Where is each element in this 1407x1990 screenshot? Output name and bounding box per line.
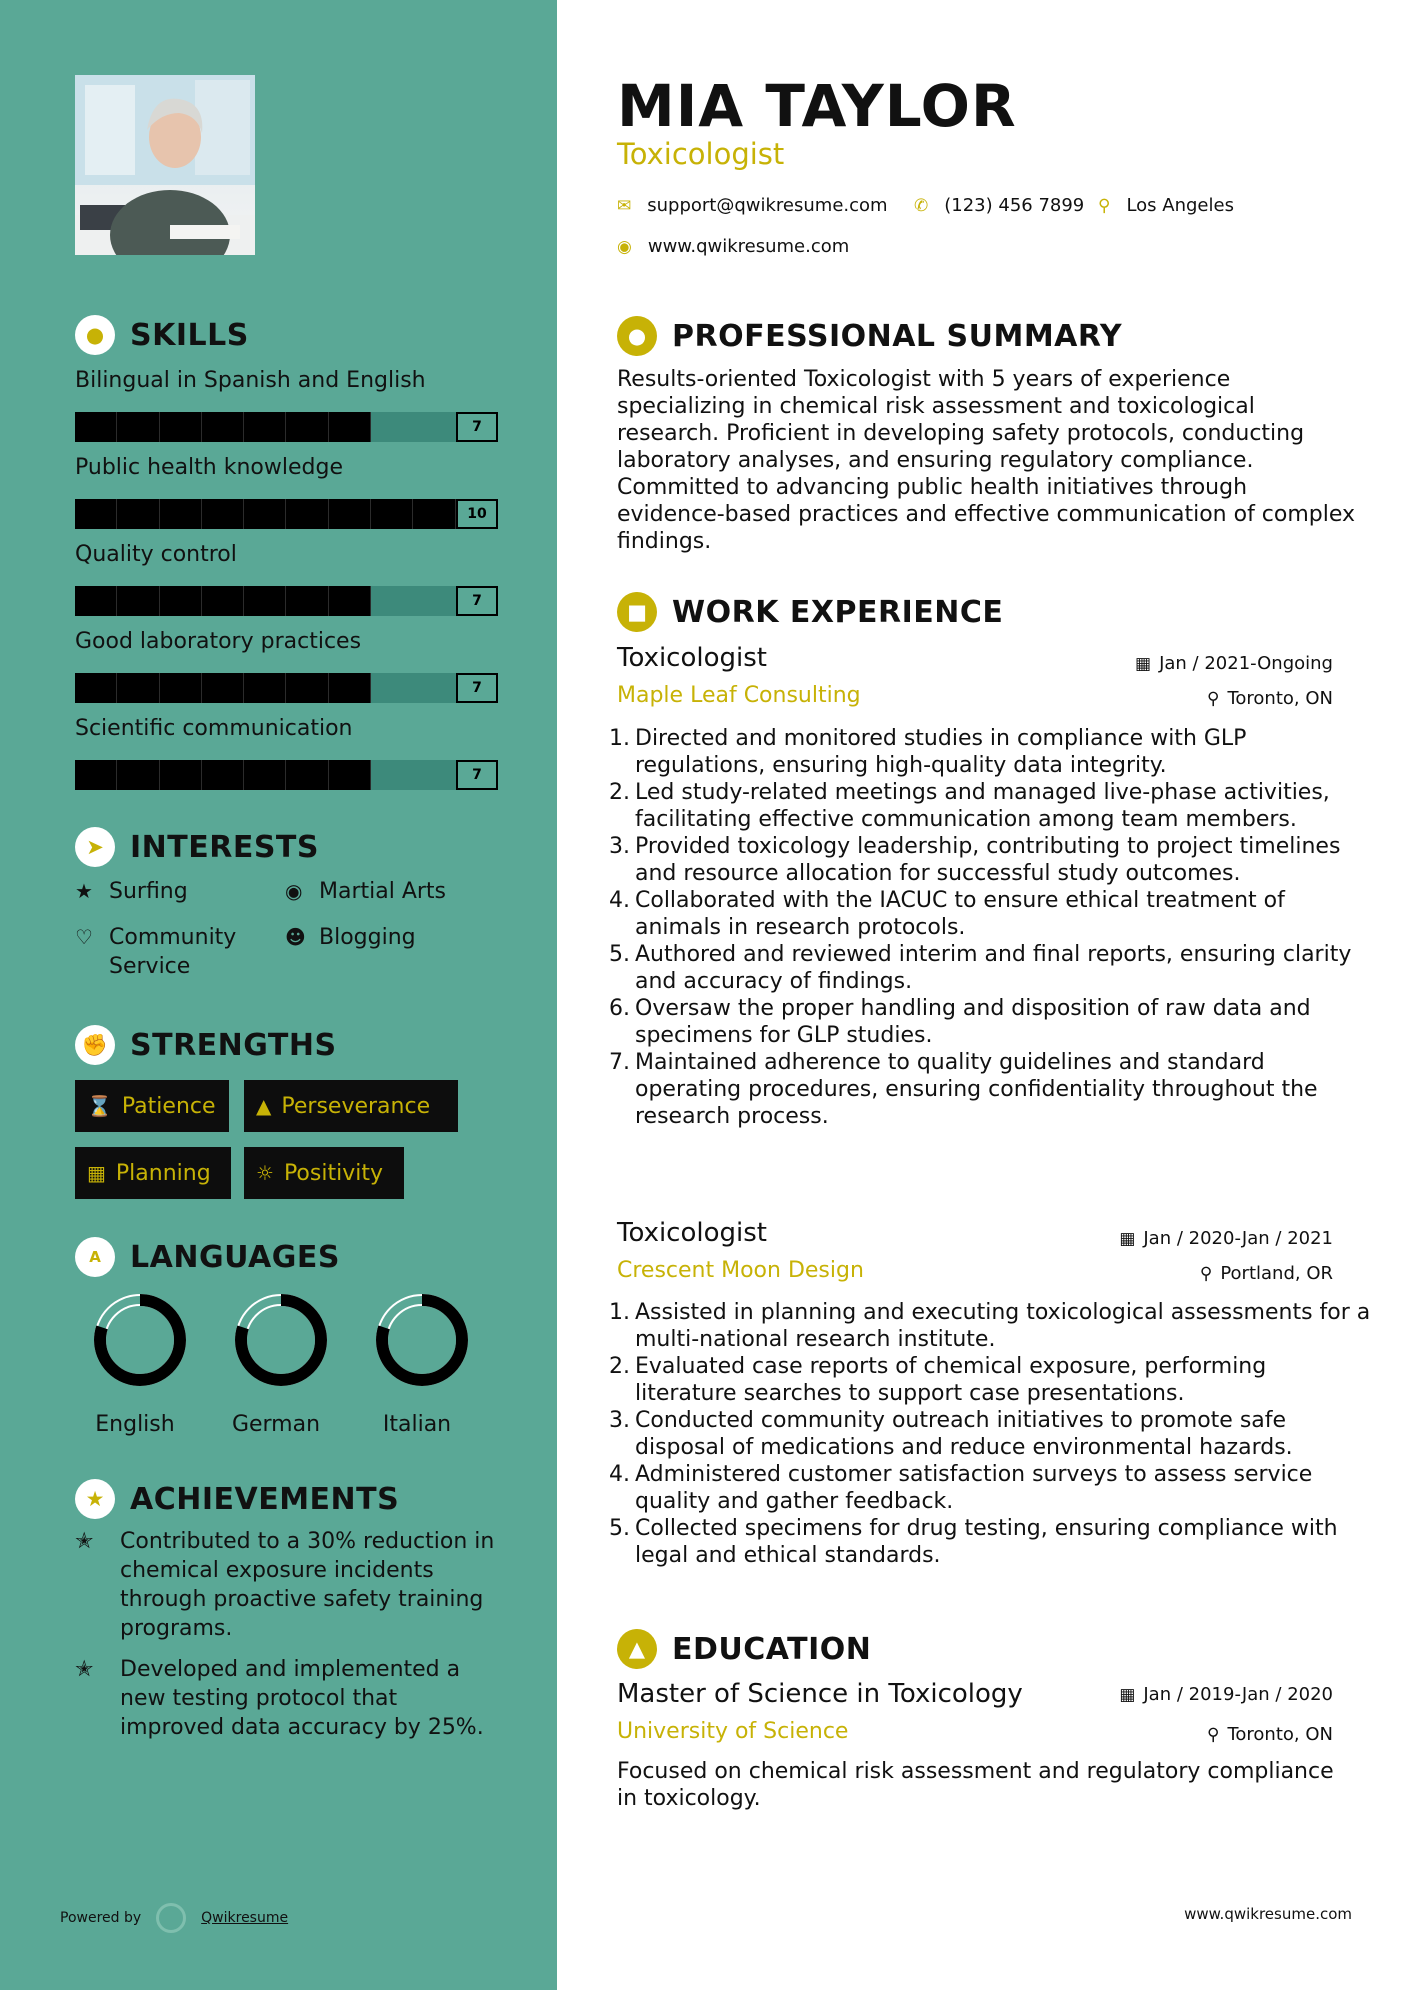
skill-bar-segment — [160, 760, 202, 790]
bullet-number: 5. — [609, 942, 630, 967]
calendar-icon: ▦ — [1135, 653, 1152, 674]
languages-title: LANGUAGES — [130, 1239, 340, 1275]
skill-bar-segment — [371, 673, 413, 703]
skill-level: 7 — [456, 760, 498, 790]
bullet-number: 4. — [609, 888, 630, 913]
achievement-item — [75, 1527, 505, 1643]
interest-label: Surfing — [109, 879, 188, 904]
language-name: English — [95, 1412, 175, 1437]
skill-bar-segment — [75, 586, 117, 616]
skill-bar-segment — [117, 760, 159, 790]
skill-item — [75, 625, 498, 703]
bullet-item — [609, 779, 1372, 833]
hourglass-icon: ⌛ — [87, 1094, 112, 1118]
interests-title: INTERESTS — [130, 829, 319, 865]
language-item — [216, 1290, 336, 1437]
skill-name: Public health knowledge — [75, 455, 343, 480]
skill-item — [75, 712, 498, 790]
languages-header — [75, 1237, 340, 1277]
skill-bar-segment — [244, 586, 286, 616]
road-icon: ▲ — [256, 1094, 272, 1118]
education-date-text: Jan / 2019-Jan / 2020 — [1143, 1684, 1333, 1705]
skill-bar-segment — [329, 412, 371, 442]
contact-website — [617, 236, 849, 257]
job-location — [1200, 1263, 1333, 1284]
education-location-text: Toronto, ON — [1227, 1724, 1333, 1745]
qwikresume-logo-icon — [156, 1903, 186, 1933]
language-name: German — [231, 1412, 321, 1437]
graduation-cap-icon: ▲ — [617, 1629, 657, 1669]
education-school: University of Science — [617, 1719, 849, 1744]
skill-bar-segment — [329, 586, 371, 616]
briefcase-icon: ■ — [617, 592, 657, 632]
skill-bar-segment — [244, 412, 286, 442]
users-icon: ☻ — [285, 925, 306, 949]
bullet-text: Administered customer satisfaction surveys to assess service quality and gather feedback. — [635, 1462, 1313, 1514]
interest-label: Martial Arts — [319, 879, 447, 904]
bullet-item — [609, 833, 1372, 887]
achievement-text: Contributed to a 30% reduction in chemical exposure incidents through proactive safety training programs. — [120, 1529, 495, 1641]
strengths-header — [75, 1025, 337, 1065]
profile-photo — [75, 75, 255, 255]
skill-bar-segment — [160, 586, 202, 616]
skill-bar-segment — [160, 673, 202, 703]
skill-item — [75, 538, 498, 616]
skill-bar-segment — [202, 586, 244, 616]
bullet-number: 7. — [609, 1050, 630, 1075]
footer-website[interactable]: www.qwikresume.com — [1184, 1905, 1352, 1923]
interest-item — [75, 877, 188, 906]
job-location-text: Portland, OR — [1220, 1263, 1333, 1284]
pin-icon: ⚲ — [1207, 688, 1220, 709]
job-title: Toxicologist — [617, 1218, 767, 1248]
education-text: Focused on chemical risk assessment and regulatory compliance in toxicology. — [617, 1759, 1334, 1811]
bullet-number: 1. — [609, 726, 630, 751]
skill-bar-segment — [160, 499, 202, 529]
globe-icon: ◉ — [285, 879, 303, 903]
powered-by — [60, 1903, 288, 1933]
phone-icon: ✆ — [914, 195, 929, 216]
bullet-text: Directed and monitored studies in compliance with GLP regulations, ensuring high-quality data integrity. — [635, 726, 1247, 778]
interest-label: Blogging — [319, 925, 416, 950]
bullet-text: Provided toxicology leadership, contributing to project timelines and resource allocation for successful study outcomes. — [635, 834, 1341, 886]
bullet-text: Led study-related meetings and managed live-phase activities, facilitating effective communication among team members. — [635, 780, 1330, 832]
interests-header — [75, 827, 319, 867]
person-name: MIA TAYLOR — [617, 72, 1017, 140]
job-bullets — [609, 1299, 1372, 1569]
summary-header — [617, 316, 1122, 356]
skill-bar-segment — [329, 499, 371, 529]
skill-bar-segment — [371, 760, 413, 790]
skill-bar-segment — [75, 499, 117, 529]
bullet-number: 2. — [609, 780, 630, 805]
skill-name: Bilingual in Spanish and English — [75, 368, 426, 393]
job-location — [1207, 688, 1333, 709]
skill-bar — [75, 586, 498, 616]
bullet-item — [609, 1353, 1372, 1407]
skill-bar-segment — [244, 673, 286, 703]
skill-bar-segment — [329, 673, 371, 703]
education-degree: Master of Science in Toxicology — [617, 1679, 1023, 1709]
trophy-icon: ★ — [75, 1479, 115, 1519]
skill-bar-segment — [371, 412, 413, 442]
education-location — [1207, 1724, 1333, 1745]
skill-bar-segment — [75, 412, 117, 442]
translate-icon: A — [75, 1237, 115, 1277]
map-marker-icon: ⚲ — [1098, 195, 1111, 216]
skill-bar-segment — [117, 412, 159, 442]
skill-level: 7 — [456, 673, 498, 703]
person-role: Toxicologist — [617, 137, 785, 171]
skills-title: SKILLS — [130, 317, 249, 353]
sun-icon: ☼ — [256, 1161, 274, 1185]
fist-icon: ✊ — [75, 1025, 115, 1065]
email-text[interactable]: support@qwikresume.com — [647, 195, 888, 216]
bullet-number: 5. — [609, 1516, 630, 1541]
skill-bar-segment — [160, 412, 202, 442]
bullet-item — [609, 1461, 1372, 1515]
bullet-number: 1. — [609, 1300, 630, 1325]
bullet-number: 4. — [609, 1462, 630, 1487]
skill-bar-segment — [286, 760, 328, 790]
skill-bar — [75, 760, 498, 790]
achievements-header — [75, 1479, 399, 1519]
location-text: Los Angeles — [1126, 195, 1234, 216]
bullet-number: 2. — [609, 1354, 630, 1379]
skill-bar-segment — [117, 586, 159, 616]
contact-email — [617, 195, 888, 216]
language-ring — [90, 1290, 190, 1390]
strength-label: Planning — [115, 1160, 211, 1186]
language-name: Italian — [382, 1412, 452, 1437]
job-location-text: Toronto, ON — [1227, 688, 1333, 709]
skill-bar-segment — [75, 673, 117, 703]
pin-icon: ⚲ — [1199, 1263, 1213, 1284]
skill-bar-segment — [75, 760, 117, 790]
job-company: Maple Leaf Consulting — [617, 683, 861, 708]
bullet-item — [609, 941, 1372, 995]
bullet-item — [609, 1299, 1372, 1353]
bullet-text: Assisted in planning and executing toxicological assessments for a multi-national research institute. — [635, 1300, 1371, 1352]
skill-name: Quality control — [75, 542, 237, 567]
strength-badge — [75, 1147, 231, 1199]
summary-text: Results-oriented Toxicologist with 5 years of experience specializing in chemical risk assessment and toxicological research. Proficient in developing safety protocols, conducting laboratory analyses, and ensuring regulatory compliance. Committed to advancing public health initiatives through evidence-based practices and effective communication of complex findings. — [617, 367, 1356, 554]
bullet-item — [609, 995, 1372, 1049]
star-icon: ★ — [75, 879, 93, 903]
lightbulb-icon: ● — [75, 315, 115, 355]
bullet-item — [609, 1049, 1372, 1130]
skill-bar — [75, 412, 498, 442]
interest-item — [75, 923, 255, 981]
language-item — [357, 1290, 477, 1437]
skill-bar-segment — [413, 673, 455, 703]
calendar-icon: ▦ — [1119, 1684, 1136, 1705]
job-title: Toxicologist — [617, 643, 767, 673]
user-icon: ● — [617, 316, 657, 356]
sidebar — [0, 0, 557, 1990]
calendar-icon: ▦ — [1119, 1228, 1136, 1249]
skill-bar-segment — [202, 673, 244, 703]
star-icon: ✭ — [75, 1529, 94, 1554]
skill-bar-segment — [244, 760, 286, 790]
skill-bar — [75, 499, 498, 529]
bullet-text: Maintained adherence to quality guidelines and standard operating procedures, ensuring confidentiality throughout the research process. — [635, 1050, 1318, 1129]
achievements-title: ACHIEVEMENTS — [130, 1481, 400, 1517]
bullet-item — [609, 725, 1372, 779]
strength-badge — [244, 1080, 458, 1132]
bullet-text: Collected specimens for drug testing, ensuring compliance with legal and ethical standards. — [635, 1516, 1338, 1568]
website-text[interactable]: www.qwikresume.com — [647, 236, 850, 257]
skill-level: 7 — [456, 586, 498, 616]
education-title: EDUCATION — [672, 1631, 872, 1667]
skill-bar-segment — [286, 499, 328, 529]
strength-label: Patience — [121, 1093, 216, 1119]
experience-header — [617, 592, 1003, 632]
interest-item — [285, 877, 446, 906]
skill-bar-segment — [202, 499, 244, 529]
skill-bar-segment — [413, 760, 455, 790]
bullet-number: 6. — [609, 996, 630, 1021]
pin-icon: ⚲ — [1207, 1724, 1220, 1745]
bullet-number: 3. — [609, 834, 630, 859]
strengths-title: STRENGTHS — [130, 1027, 337, 1063]
paper-plane-icon: ➤ — [75, 827, 115, 867]
bullet-text: Authored and reviewed interim and final reports, ensuring clarity and accuracy of findings. — [635, 942, 1352, 994]
language-item — [75, 1290, 195, 1437]
skills-header — [75, 315, 249, 355]
main-content — [557, 0, 1407, 1990]
language-ring — [372, 1290, 472, 1390]
strength-label: Perseverance — [281, 1093, 431, 1119]
job-date-text: Jan / 2020-Jan / 2021 — [1143, 1228, 1333, 1249]
star-icon: ✭ — [75, 1657, 94, 1682]
skill-bar-segment — [286, 412, 328, 442]
skill-name: Scientific communication — [75, 716, 353, 741]
bullet-number: 3. — [609, 1408, 630, 1433]
skill-bar-segment — [286, 586, 328, 616]
skill-bar-segment — [244, 499, 286, 529]
bullet-text: Conducted community outreach initiatives to promote safe disposal of medications and reduce environmental hazards. — [635, 1408, 1293, 1460]
bullet-text: Evaluated case reports of chemical exposure, performing literature searches to support case presentations. — [635, 1354, 1267, 1406]
achievement-text: Developed and implemented a new testing protocol that improved data accuracy by 25%. — [120, 1657, 484, 1740]
phone-text: (123) 456 7899 — [944, 195, 1085, 216]
skill-bar-segment — [413, 499, 455, 529]
bullet-item — [609, 1407, 1372, 1461]
skill-level: 7 — [456, 412, 498, 442]
job-date — [1135, 653, 1333, 674]
job-company: Crescent Moon Design — [617, 1258, 864, 1283]
qwikresume-link[interactable]: Qwikresume — [201, 1910, 289, 1926]
strength-badge — [75, 1080, 229, 1132]
skill-bar-segment — [286, 673, 328, 703]
envelope-icon: ✉ — [617, 195, 632, 216]
skill-item — [75, 364, 498, 442]
bullet-text: Oversaw the proper handling and disposition of raw data and specimens for GLP studies. — [635, 996, 1311, 1048]
strength-badge — [244, 1147, 404, 1199]
summary-title: PROFESSIONAL SUMMARY — [672, 318, 1123, 354]
skill-bar-segment — [413, 412, 455, 442]
skill-bar-segment — [202, 760, 244, 790]
education-date — [1119, 1684, 1333, 1705]
job-date — [1119, 1228, 1333, 1249]
skill-item — [75, 451, 498, 529]
skill-bar-segment — [117, 673, 159, 703]
education-header — [617, 1629, 871, 1669]
job-date-text: Jan / 2021-Ongoing — [1159, 653, 1333, 674]
experience-title: WORK EXPERIENCE — [672, 594, 1004, 630]
skill-level: 10 — [456, 499, 498, 529]
bullet-item — [609, 887, 1372, 941]
contact-location — [1098, 195, 1234, 216]
skill-bar-segment — [371, 499, 413, 529]
skill-bar — [75, 673, 498, 703]
skill-bar-segment — [202, 412, 244, 442]
skill-bar-segment — [413, 586, 455, 616]
powered-by-label: Powered by — [60, 1910, 142, 1926]
skill-bar-segment — [371, 586, 413, 616]
contact-phone — [914, 195, 1084, 216]
strength-label: Positivity — [283, 1160, 383, 1186]
interest-item — [285, 923, 416, 952]
skill-bar-segment — [329, 760, 371, 790]
skill-bar-segment — [117, 499, 159, 529]
achievement-item — [75, 1655, 505, 1742]
interest-label: Community Service — [109, 925, 237, 979]
bullet-text: Collaborated with the IACUC to ensure ethical treatment of animals in research protocols. — [635, 888, 1285, 940]
skill-name: Good laboratory practices — [75, 629, 362, 654]
calendar-icon: ▦ — [87, 1161, 106, 1185]
language-ring — [231, 1290, 331, 1390]
job-bullets — [609, 725, 1372, 1130]
bullet-item — [609, 1515, 1372, 1569]
badge-icon: ♡ — [75, 925, 93, 949]
globe-icon: ◉ — [617, 236, 632, 257]
